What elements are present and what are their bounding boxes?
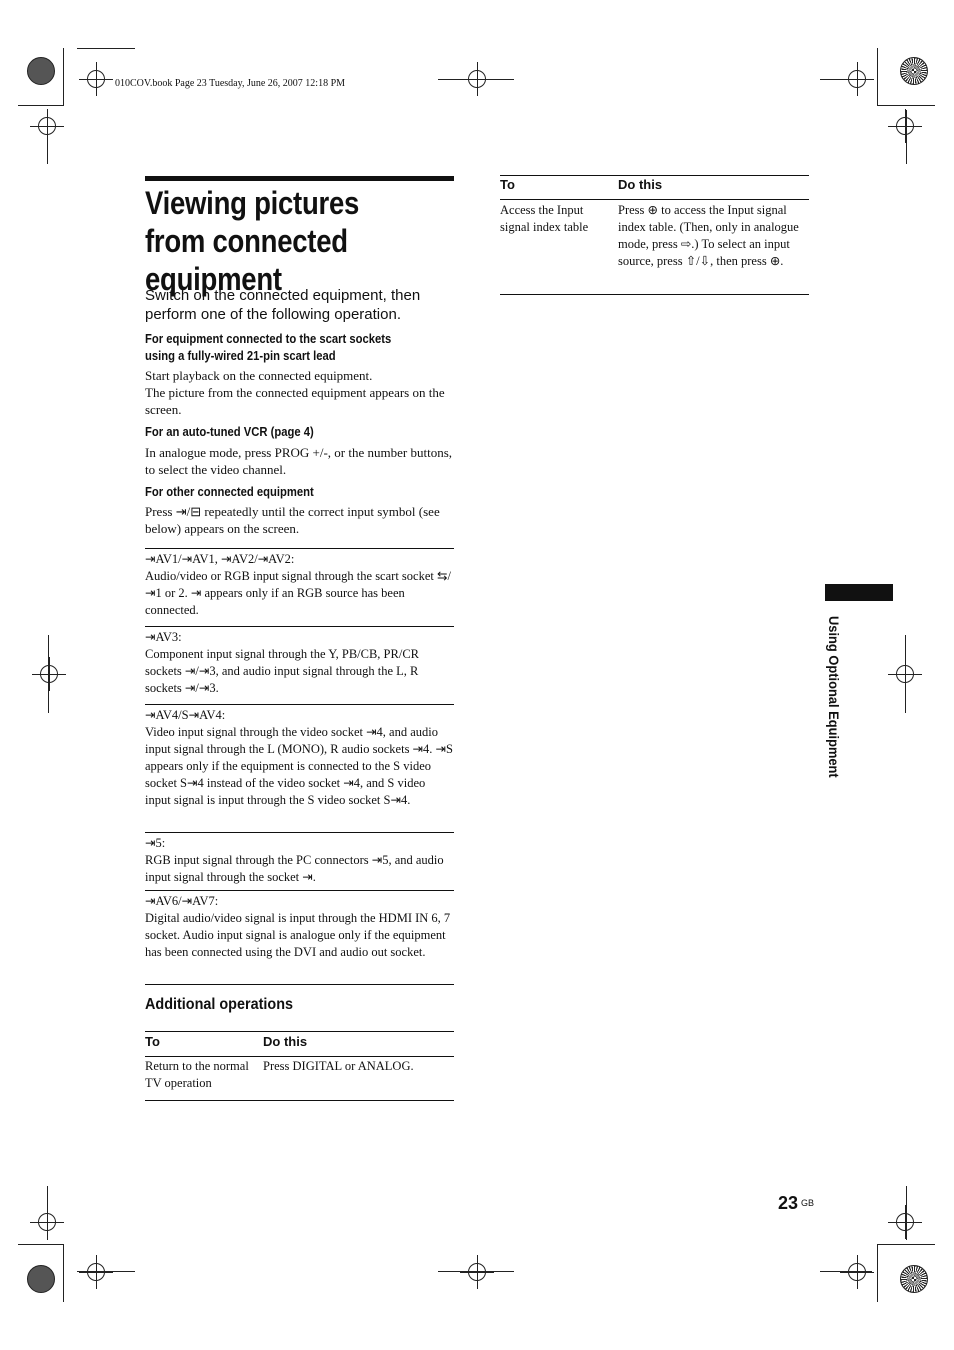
registration-mark-icon (38, 1213, 56, 1231)
registration-circle-icon (27, 1265, 55, 1293)
registration-mark-icon (468, 1263, 486, 1281)
page-number-value: 23 (778, 1193, 799, 1213)
symbol-label: ⇥AV3: (145, 630, 182, 644)
crop-mark (63, 1244, 64, 1302)
crop-mark (905, 635, 906, 713)
scart-line1: Start playback on the connected equipment. (145, 368, 373, 383)
table-header-rule (500, 199, 809, 200)
divider (145, 832, 454, 833)
crop-mark (877, 1244, 935, 1245)
scart-section (145, 331, 454, 418)
crop-mark (48, 635, 49, 713)
registration-mark-icon (40, 665, 58, 683)
side-tab-label: Using Optional Equipment (826, 616, 842, 778)
other-heading: For other connected equipment (145, 485, 314, 499)
symbol-item (145, 893, 454, 961)
vcr-section (145, 424, 454, 478)
crop-mark (877, 48, 878, 106)
registration-circle-icon (900, 57, 928, 85)
page-title: Viewing pictures from connected equipment (145, 185, 360, 297)
symbol-item (145, 835, 454, 886)
symbol-item (145, 707, 454, 809)
page-suffix: GB (801, 1198, 815, 1208)
registration-mark-icon (896, 1213, 914, 1231)
crop-mark (877, 105, 935, 106)
table-cell-do: Press ⊕ to access the Input signal index table. (Then, only in analogue mode, press ⇨.) To select an input source, press ⇧/⇩, then press ⊕. (618, 203, 799, 268)
table-header-rule (145, 1056, 454, 1057)
table-cell-to: Access the Input signal index table (500, 203, 589, 234)
registration-mark-icon (38, 117, 56, 135)
title-rule (145, 176, 454, 181)
registration-mark-icon (87, 70, 105, 88)
divider (145, 704, 454, 705)
symbol-label: ⇥5: (145, 836, 166, 850)
symbol-text: Video input signal through the video socket ⇥4, and audio input signal through the L (MONO), R audio sockets ⇥4. ⇥S appears only if the equipment is connected to the S video socket S⇥4 instead of the video socket ⇥4, and S video input signal is input through the S video socket S⇥4. (145, 725, 453, 807)
other-section (145, 484, 454, 537)
symbol-text: Digital audio/video signal is input through the HDMI IN 6, 7 socket. Audio input signal is analogue only if the equipment has been connected using the DVI and audio out socket. (145, 911, 451, 959)
side-tab-marker (825, 584, 893, 601)
additional-operations-title: Additional operations (145, 996, 294, 1013)
crop-mark (877, 1244, 878, 1302)
vcr-heading: For an auto-tuned VCR (page 4) (145, 425, 314, 439)
table-cell-do: Press DIGITAL or ANALOG. (263, 1059, 414, 1073)
table-header-do: Do this (263, 1034, 308, 1049)
other-text: Press ⇥/⊟ repeatedly until the correct input symbol (see below) appears on the screen. (145, 504, 440, 536)
symbol-text: Component input signal through the Y, PB/CB, PR/CR sockets ⇥/⇥3, and audio input signal through the L, R sockets ⇥/⇥3. (145, 647, 419, 695)
registration-circle-icon (27, 57, 55, 85)
table-header-do: Do this (618, 177, 663, 192)
table-header-to: To (500, 177, 515, 192)
crop-mark (18, 105, 63, 106)
registration-mark-icon (896, 117, 914, 135)
divider (145, 548, 454, 549)
registration-mark-icon (848, 1263, 866, 1281)
divider (145, 984, 454, 985)
symbol-label: ⇥AV1/⇥AV1, ⇥AV2/⇥AV2: (145, 552, 295, 566)
page-number (778, 1193, 814, 1214)
crop-mark (77, 48, 135, 49)
vcr-text: In analogue mode, press PROG +/-, or the number buttons, to select the video channel. (145, 445, 453, 477)
table-bottom-rule (500, 294, 809, 295)
intro-text: Switch on the connected equipment, then perform one of the following operation. (145, 287, 421, 323)
registration-circle-icon (900, 1265, 928, 1293)
table-header-to: To (145, 1034, 160, 1049)
table-cell-to: Return to the normal TV operation (145, 1059, 249, 1090)
crop-mark (438, 1271, 514, 1272)
symbol-label: ⇥AV6/⇥AV7: (145, 894, 219, 908)
crop-mark (18, 1244, 63, 1245)
symbol-item (145, 551, 454, 619)
file-info: 010COV.book Page 23 Tuesday, June 26, 2007 12:18 PM (115, 78, 346, 89)
table-top-rule (500, 175, 809, 176)
registration-mark-icon (87, 1263, 105, 1281)
symbol-text: RGB input signal through the PC connectors ⇥5, and audio input signal through the socket ⇥. (145, 853, 444, 884)
symbol-label: ⇥AV4/S⇥AV4: (145, 708, 226, 722)
symbol-item (145, 629, 454, 697)
scart-heading: For equipment connected to the scart sockets using a fully-wired 21-pin scart lead (145, 332, 392, 363)
crop-mark (63, 48, 64, 106)
divider (145, 890, 454, 891)
table-bottom-rule (145, 1100, 454, 1101)
divider (145, 626, 454, 627)
registration-mark-icon (848, 70, 866, 88)
scart-line2: The picture from the connected equipment appears on the screen. (145, 385, 445, 417)
crop-mark (438, 79, 514, 80)
symbol-text: Audio/video or RGB input signal through the scart socket ⇆/⇥1 or 2. ⇥ appears only if an RGB source has been connected. (145, 569, 451, 617)
table-top-rule (145, 1031, 454, 1032)
